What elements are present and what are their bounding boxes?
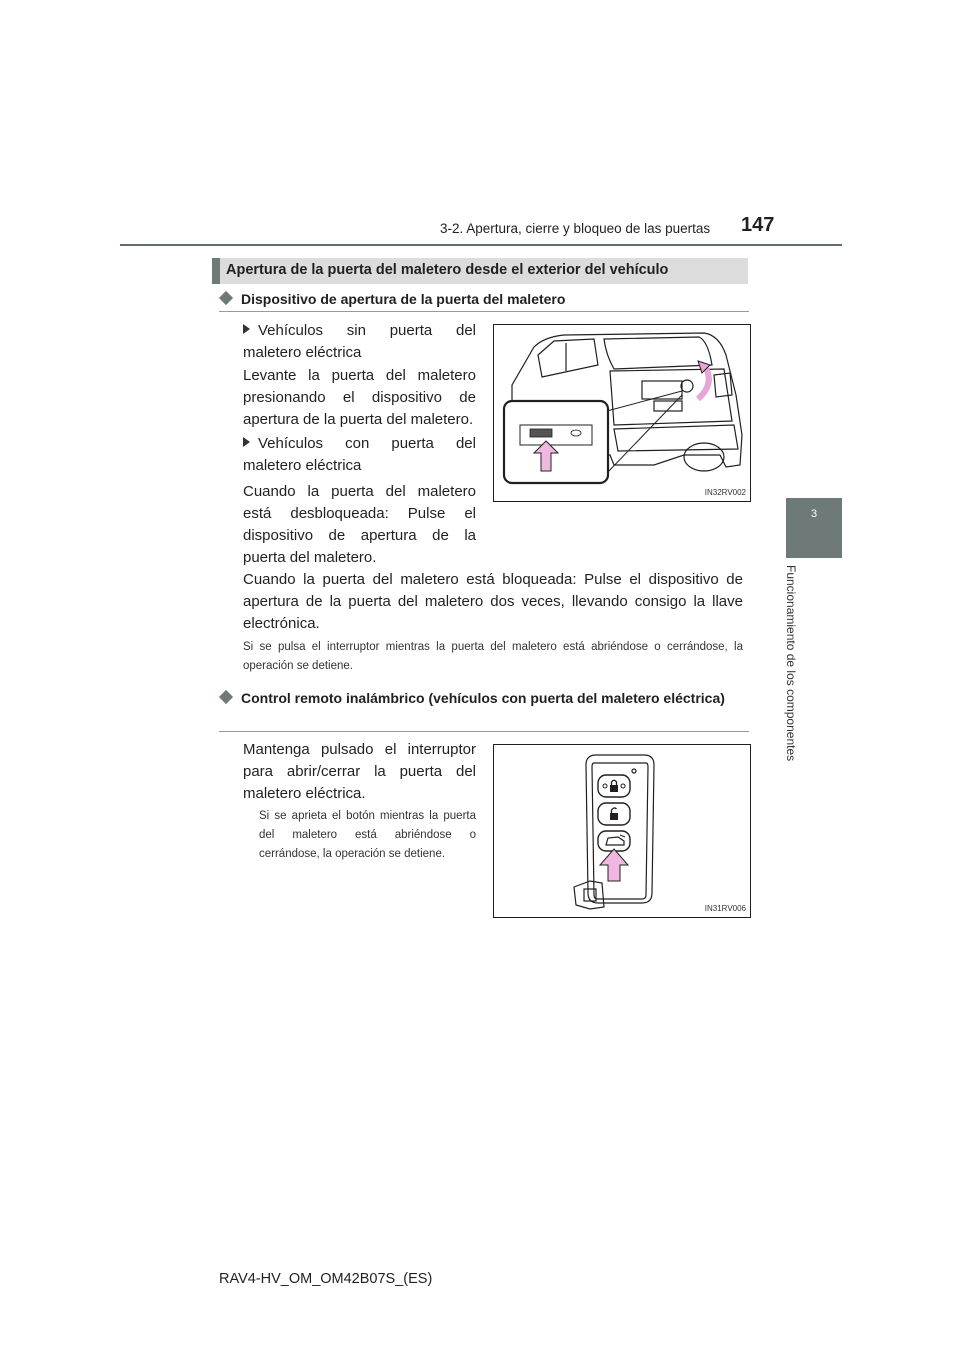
arrow-bullet-icon (243, 437, 250, 447)
subsection-2-title: Control remoto inalámbrico (vehículos con puerta del maletero eléctrica) (241, 690, 725, 706)
paragraph-2: Cuando la puerta del maletero está desbloqueada: Pulse el dispositivo de apertura de la puerta del maletero. (243, 483, 476, 566)
condition-2: Vehículos con puerta del maletero eléctrica (243, 435, 476, 474)
chapter-title-vertical (784, 565, 804, 835)
header-section-title: 3-2. Apertura, cierre y bloqueo de las puertas (440, 221, 711, 236)
section-title: Apertura de la puerta del maletero desde el exterior del vehículo (226, 262, 669, 278)
figure-2-code: IN31RV006 (704, 904, 746, 913)
paragraph-1: Levante la puerta del maletero presionando el dispositivo de apertura de la puerta del maletero. (243, 367, 476, 428)
chapter-number: 3 (810, 508, 818, 520)
figure-smart-key (493, 744, 751, 918)
condition-1: Vehículos sin puerta del maletero eléctrica (243, 322, 476, 361)
figure-1-code: IN32RV002 (704, 488, 746, 497)
chapter-tab (786, 498, 842, 558)
header-rule (120, 244, 842, 246)
subsection-1-heading (219, 289, 565, 310)
car-rear-illustration (494, 325, 750, 501)
diamond-bullet-icon (219, 690, 233, 704)
subsection-1-rule (219, 311, 749, 312)
note-2: Si se aprieta el botón mientras la puerta del maletero está abriéndose o cerrándose, la operación se detiene. (259, 810, 476, 860)
diamond-bullet-icon (219, 291, 233, 305)
section-title-marker (212, 258, 220, 284)
subsection-2-heading (219, 688, 744, 709)
subsection-1-title: Dispositivo de apertura de la puerta del maletero (241, 291, 566, 307)
footer-doc-code: RAV4-HV_OM_OM42B07S_(ES) (219, 1271, 433, 1287)
paragraph-4: Mantenga pulsado el interruptor para abrir/cerrar la puerta del maletero eléctrica. (243, 741, 476, 802)
subsection-2-rule (219, 731, 749, 732)
paragraph-3: Cuando la puerta del maletero está bloqueada: Pulse el dispositivo de apertura de la puerta del maletero dos veces, llevando consigo la llave electrónica. (243, 571, 743, 632)
figure-tailgate-opener (493, 324, 751, 502)
smart-key-illustration (494, 745, 750, 917)
chapter-title: Funcionamiento de los componentes (784, 565, 798, 762)
note-1: Si se pulsa el interruptor mientras la puerta del maletero está abriéndose o cerrándose, la operación se detiene. (243, 641, 743, 672)
arrow-bullet-icon (243, 324, 250, 334)
page-number: 147 (741, 214, 775, 236)
